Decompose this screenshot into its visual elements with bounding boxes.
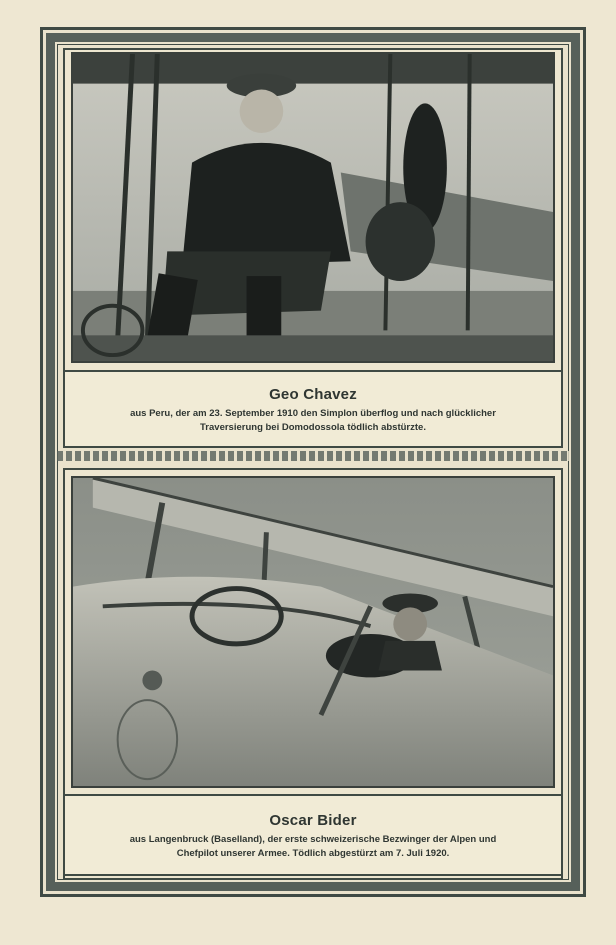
caption-title: Oscar Bider xyxy=(269,812,357,829)
photo-oscar-bider xyxy=(71,476,555,788)
photo-pilot-in-cockpit xyxy=(73,478,553,786)
photo-geo-chavez xyxy=(71,52,555,363)
caption-geo-chavez xyxy=(63,370,563,448)
caption-line: aus Peru, der am 23. September 1910 den Simplon überflog und nach glücklicher xyxy=(130,408,496,419)
photo-aviator-biplane-1910 xyxy=(73,54,553,361)
caption-line: Chefpilot unserer Armee. Tödlich abgestürzt am 7. Juli 1920. xyxy=(176,848,450,859)
caption-line: Traversierung bei Domodossola tödlich abstürzte. xyxy=(200,422,426,433)
caption-title: Geo Chavez xyxy=(269,386,357,403)
caption-line: aus Langenbruck (Baselland), der erste schweizerische Bezwinger der Alpen und xyxy=(129,834,497,845)
ornamental-divider xyxy=(57,451,569,461)
caption-oscar-bider xyxy=(63,794,563,876)
